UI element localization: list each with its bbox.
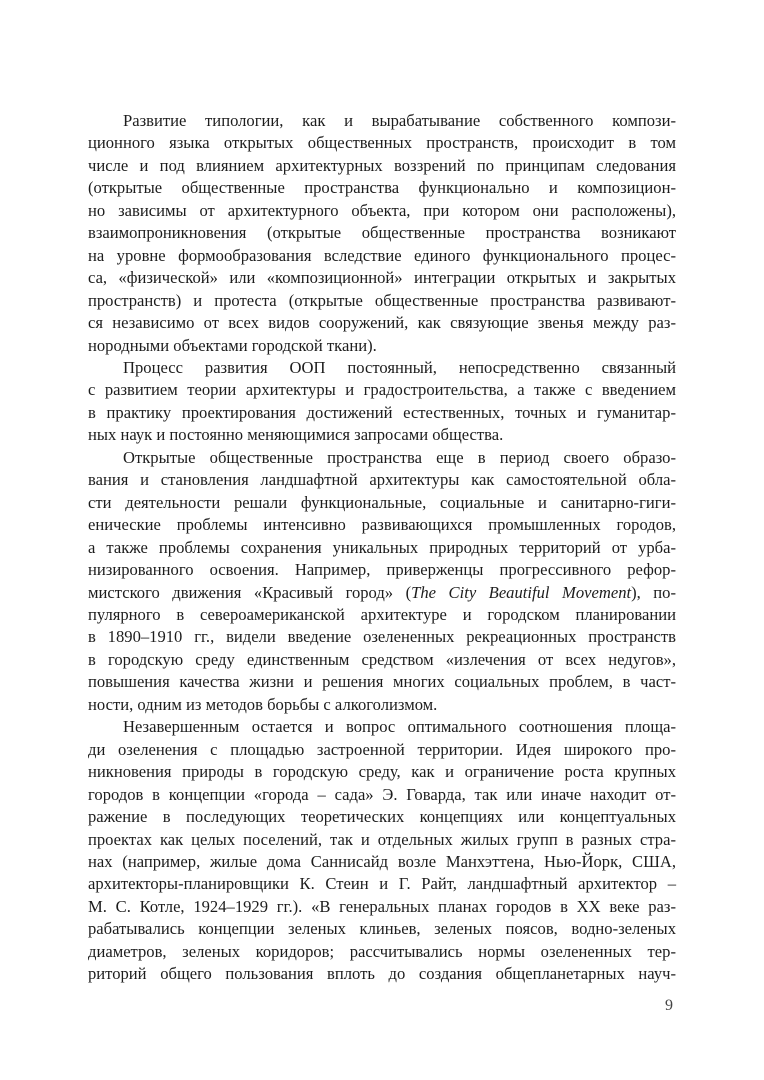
text-line: [88, 604, 676, 626]
text-line: [88, 806, 676, 828]
text-line: [88, 671, 676, 693]
text-run: в городскую среду единственным средством «излечения от всех недугов»,: [88, 649, 676, 669]
text-run: ражение в последующих теоретических концепциях или концептуальных: [88, 807, 676, 827]
text-line: [88, 963, 676, 985]
text-run: ных наук и постоянно меняющимися запросами общества.: [88, 425, 504, 445]
text-line: [88, 469, 676, 491]
text-line: [88, 379, 676, 401]
text-run: рабатывались концепции зеленых клиньев, зеленых поясов, водно-зеленых: [88, 919, 676, 939]
text-run: низированного освоения. Например, приверженцы прогрессивного рефор-: [88, 560, 676, 580]
text-run: Незавершенным остается и вопрос оптимального соотношения площа-: [123, 717, 676, 737]
text-line: [88, 896, 676, 918]
text-run: городов в концепции «города – сада» Э. Говарда, так или иначе находит от-: [88, 784, 676, 804]
text-run: диаметров, зеленых коридоров; рассчитывались нормы озелененных тер-: [88, 941, 676, 961]
text-run: с развитием теории архитектуры и градостроительства, а также с введением: [88, 380, 676, 400]
text-run: взаимопроникновения (открытые общественные пространства возникают: [88, 223, 676, 243]
text-line: [88, 559, 676, 581]
text-line: [88, 582, 676, 604]
text-line: [88, 941, 676, 963]
text-line: [88, 918, 676, 940]
text-line: [88, 177, 676, 199]
text-line: [88, 245, 676, 267]
paragraph: [88, 357, 676, 447]
text-line: [88, 829, 676, 851]
text-line: [88, 267, 676, 289]
text-line: [88, 537, 676, 559]
text-run: числе и под влиянием архитектурных воззрений по принципам следования: [88, 155, 676, 175]
text-run: енические проблемы интенсивно развивающихся промышленных городов,: [88, 515, 676, 535]
italic-text: The City Beautiful Movement: [411, 582, 632, 602]
text-line: [88, 873, 676, 895]
text-run: Развитие типологии, как и вырабатывание собственного компози-: [123, 111, 676, 130]
text-run: проектах как целых поселений, так и отдельных жилых групп в разных стра-: [88, 829, 676, 849]
text-line: [88, 447, 676, 469]
text-line: [88, 222, 676, 244]
text-line: [88, 357, 676, 379]
text-run: ), по-: [631, 582, 677, 602]
text-run: нородными объектами городской ткани).: [88, 335, 377, 355]
text-line: [88, 492, 676, 514]
text-line: [88, 424, 676, 446]
text-line: [88, 784, 676, 806]
text-run: ности, одним из методов борьбы с алкоголизмом.: [88, 694, 438, 714]
paragraph: [88, 110, 676, 357]
text-run: а также проблемы сохранения уникальных природных территорий от урба-: [88, 537, 676, 557]
text-line: [88, 649, 676, 671]
text-run: повышения качества жизни и решения многих социальных проблем, в част-: [88, 672, 676, 692]
text-run: сти деятельности решали функциональные, социальные и санитарно-гиги-: [88, 492, 676, 512]
text-run: в практику проектирования достижений естественных, точных и гуманитар-: [88, 402, 676, 422]
text-line: [88, 851, 676, 873]
text-run: архитекторы-планировщики К. Стеин и Г. Райт, ландшафтный архитектор –: [88, 874, 676, 894]
text-line: [88, 132, 676, 154]
body-text: [88, 110, 676, 986]
text-run: нах (например, жилые дома Саннисайд возле Манхэттена, Нью-Йорк, США,: [88, 851, 676, 871]
text-run: Процесс развития ООП постоянный, непосредственно связанный: [123, 357, 676, 377]
text-run: мистского движения «Красивый город» (: [88, 582, 412, 602]
text-run: на уровне формообразования вследствие единого функционального процес-: [88, 245, 676, 265]
text-line: [88, 200, 676, 222]
text-run: ся независимо от всех видов сооружений, как связующие звенья между раз-: [88, 313, 676, 333]
text-line: [88, 312, 676, 334]
text-line: [88, 514, 676, 536]
text-line: [88, 290, 676, 312]
text-run: пространств) и протеста (открытые общественные пространства развивают-: [88, 290, 676, 310]
text-run: ди озеленения с площадью застроенной территории. Идея широкого про-: [88, 739, 676, 759]
text-run: Открытые общественные пространства еще в период своего образо-: [123, 447, 676, 467]
text-line: [88, 626, 676, 648]
text-run: (открытые общественные пространства функционально и композицион-: [88, 178, 676, 198]
text-line: [88, 110, 676, 132]
paragraph: [88, 716, 676, 985]
text-run: в 1890–1910 гг., видели введение озелененных рекреационных пространств: [88, 627, 676, 647]
text-line: [88, 155, 676, 177]
text-line: [88, 739, 676, 761]
text-run: са, «физической» или «композиционной» интеграции открытых и закрытых: [88, 268, 676, 288]
text-run: вания и становления ландшафтной архитектуры как самостоятельной обла-: [88, 470, 676, 490]
text-run: пулярного в североамериканской архитектуре и городском планировании: [88, 604, 676, 624]
text-line: [88, 694, 676, 716]
text-run: но зависимы от архитектурного объекта, при котором они расположены),: [88, 200, 676, 220]
text-run: никновения природы в городскую среду, как и ограничение роста крупных: [88, 762, 676, 782]
text-line: [88, 761, 676, 783]
text-run: ционного языка открытых общественных пространств, происходит в том: [88, 133, 676, 153]
text-line: [88, 335, 676, 357]
text-line: [88, 716, 676, 738]
paragraph: [88, 447, 676, 716]
text-run: риторий общего пользования вплоть до создания общепланетарных науч-: [88, 964, 676, 984]
text-line: [88, 402, 676, 424]
text-run: М. С. Котле, 1924–1929 гг.). «В генеральных планах городов в ХХ веке раз-: [88, 896, 676, 916]
page-number: 9: [665, 997, 673, 1014]
